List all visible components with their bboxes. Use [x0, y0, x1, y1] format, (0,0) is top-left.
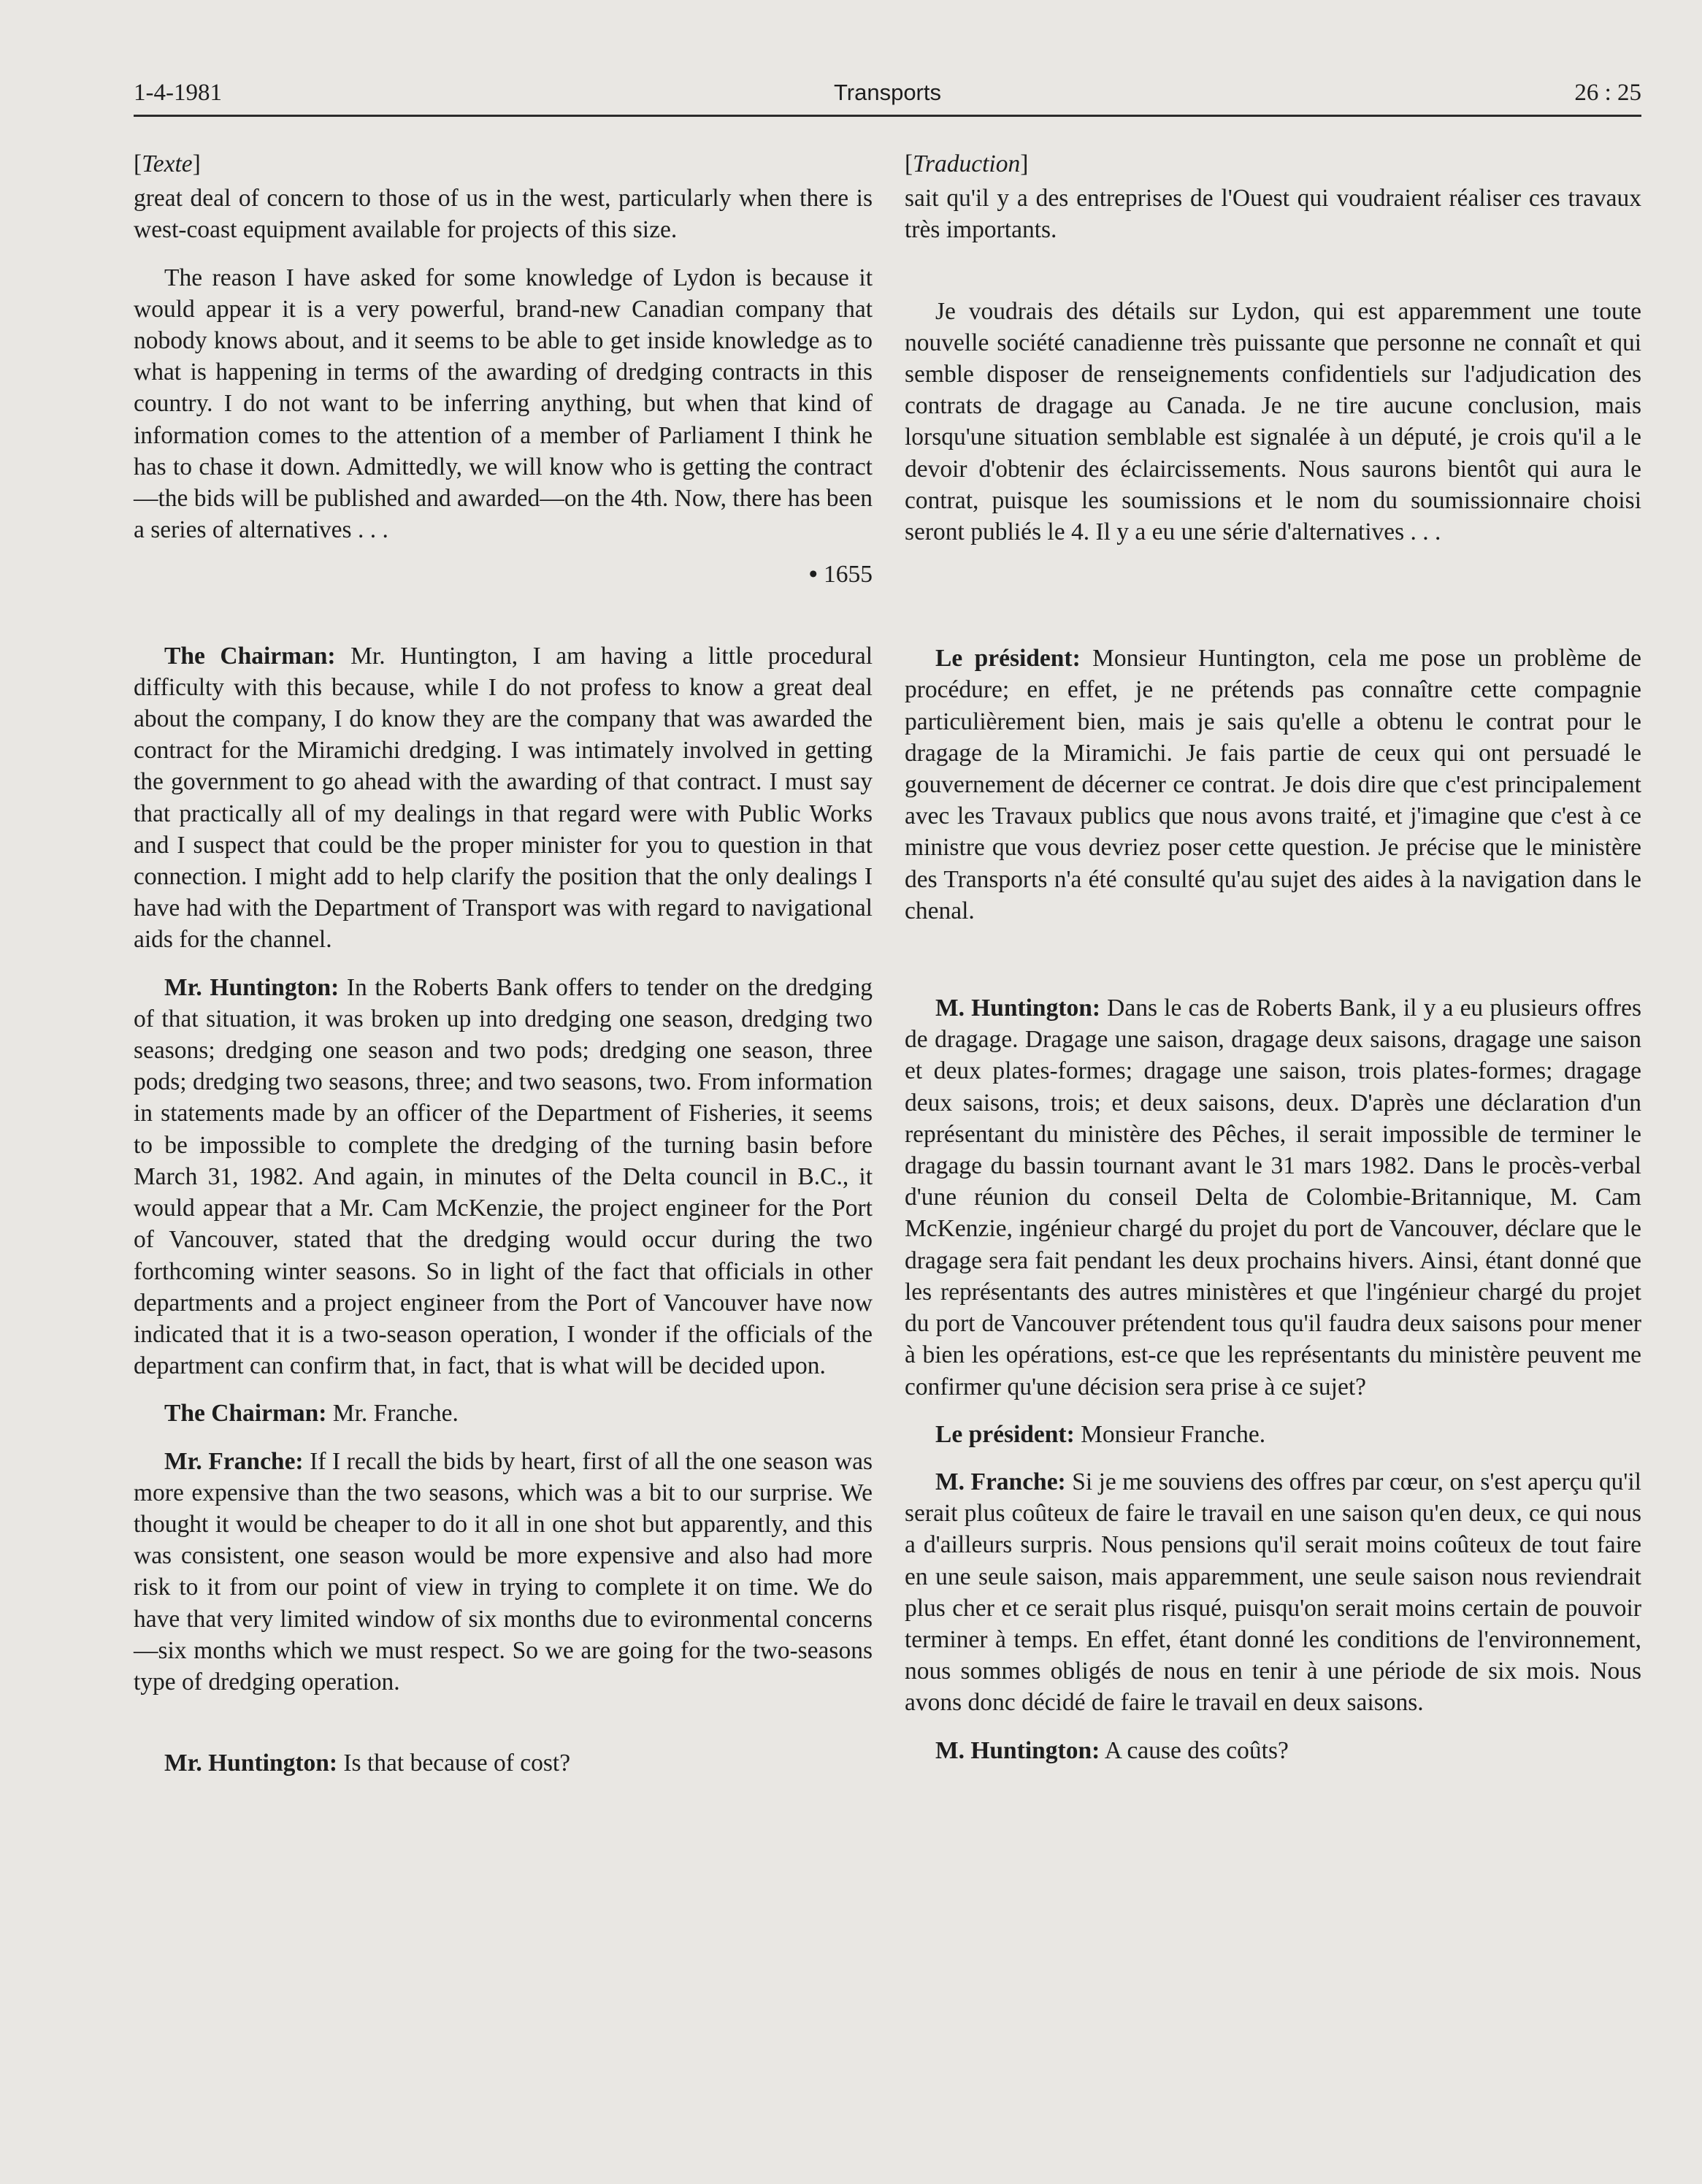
speaker-name: M. Huntington: — [935, 995, 1101, 1022]
speaker-name: Le président: — [935, 645, 1081, 673]
speech-text: Is that because of cost? — [337, 1750, 571, 1777]
speech — [134, 1747, 873, 1779]
speaker-name: M. Franche: — [935, 1468, 1066, 1495]
speech-text: Monsieur Franche. — [1074, 1420, 1266, 1448]
speech-text: Mr. Franche. — [326, 1400, 459, 1428]
header-page-number: 26 : 25 — [1574, 80, 1641, 106]
header-date: 1-4-1981 — [134, 80, 222, 106]
running-header — [134, 75, 1641, 117]
speech — [134, 972, 873, 1382]
speech — [905, 992, 1641, 1403]
speaker-name: The Chairman: — [164, 1400, 327, 1428]
speech — [134, 1398, 873, 1429]
speech — [905, 1419, 1641, 1450]
speech-text: Monsieur Huntington, cela me pose un problème de procédure; en effet, je ne prétends pas connaître cette compagnie particulièrement bien, mais je sais qu'elle a obtenu le contrat pour le dragage de la Miramichi. Je fais partie de ceux qui ont persuadé le gouvernement de décerner ce contrat. Je dois dire que c'est principalement avec les Travaux publics que nous avons traité, et j'imagine que c'est à ce ministre que vous devriez poser cette question. Je précise que le ministère des Transports n'a été consulté qu'au sujet des aides à la navigation dans le chenal. — [905, 645, 1641, 924]
speech — [134, 1446, 873, 1698]
speech-text: If I recall the bids by heart, first of all the one season was more expensive than the two seasons, which was a bit to our surprise. We thought it would be cheaper to do it all in one shot but apparently, and this was consistent, one season would be more expensive and also had more risk to it from our point of view in trying to complete it on time. We do have that very limited window of six months due to evironmental concerns—six months which we must respect. So we are going for the two-seasons type of dredging operation. — [134, 1447, 873, 1696]
speaker-name: Le président: — [935, 1420, 1075, 1448]
time-stamp: • 1655 — [808, 561, 873, 589]
speech-text: In the Roberts Bank offers to tender on the dredging of that situation, it was broken up into dredging one season, dredging two seasons; dredging one season and two pods; dredging one season, three pods; dredging two seasons, three; and two seasons, two. From information in statements made by an officer of the Department of Fisheries, it seems to be impossible to complete the dredging of the turning basin before March 31, 1982. And again, in minutes of the Delta council in B.C., it would appear that a Mr. Cam McKenzie, the project engineer for the Port of Vancouver, stated that the dredging would occur during the two forthcoming winter seasons. So in light of the fact that officials in other departments and a project engineer from the Port of Vancouver have now indicated that it is a two-season operation, I wonder if the officials of the department can confirm that, in fact, that is what will be decided upon. — [134, 973, 873, 1380]
translation-tag: [ Traduction ] — [905, 148, 1641, 180]
speech-text: A cause des coûts? — [1100, 1736, 1289, 1764]
speech — [134, 640, 873, 956]
speaker-name: Mr. Huntington: — [164, 973, 340, 1001]
english-column — [134, 148, 873, 1779]
speech — [905, 643, 1641, 927]
header-title: Transports — [833, 80, 941, 105]
paragraph: The reason I have asked for some knowledge of Lydon is because it would appear it is a very powerful, brand-new Canadian company that nobody knows about, and it seems to be able to get inside knowledge as to what is happening in terms of the awarding of dredging contracts in this country. I do not want to be inferring anything, but when that kind of information comes to the attention of a member of Parliament I think he has to chase it down. Admittedly, we will know who is getting the contract—the bids will be published and awarded—on the 4th. Now, there has been a series of alternatives . . . — [134, 264, 873, 544]
speaker-name: Mr. Huntington: — [164, 1750, 338, 1777]
speaker-name: The Chairman: — [164, 642, 336, 670]
paragraph: sait qu'il y a des entreprises de l'Ouest qui voudraient réaliser ces travaux très importants. — [905, 185, 1641, 244]
speech-text: Dans le cas de Roberts Bank, il y a eu plusieurs offres de dragage. Dragage une saison, dragage deux saisons, dragage une saison et deux plates-formes; dragage une saison, trois plates-formes; dragage deux saisons, trois; et deux saisons, deux. D'après une déclaration d'un représentant du ministère des Pêches, il serait impossible de terminer le dragage du bassin tournant avant le 31 mars 1982. Dans le procès-verbal d'une réunion du conseil Delta de Colombie-Britannique, M. Cam McKenzie, ingénieur chargé du projet du port de Vancouver, déclare que le dragage sera fait pendant les deux prochains hivers. Ainsi, étant donné que les représentants des autres ministères et que l'ingénieur chargé du projet du port de Vancouver prétendent tous qu'il faudra deux saisons pour mener à bien les opérations, est-ce que les représentants du ministère peuvent me confirmer qu'une décision sera prise à ce sujet? — [905, 995, 1641, 1401]
speech-text: Mr. Huntington, I am having a little procedural difficulty with this because, while I do not profess to know a great deal about the company, I do know they are the company that was awarded the contract for the Miramichi dredging. I was intimately involved in getting the government to go ahead with the awarding of that contract. I must say that practically all of my dealings in that regard were with Public Works and I suspect that could be the proper minister for you to question in that connection. I might add to help clarify the position that the only dealings I have had with the Department of Transport was with regard to navigational aids for the channel. — [134, 642, 873, 954]
text-tag: [ Texte ] — [134, 148, 873, 180]
time-stamp-value: 1655 — [824, 561, 873, 589]
paragraph: great deal of concern to those of us in the west, particularly when there is west-coast equipment available for projects of this size. — [134, 185, 873, 244]
speaker-name: M. Huntington: — [935, 1736, 1100, 1764]
paragraph: Je voudrais des détails sur Lydon, qui est apparemment une toute nouvelle société canadienne très puissante que personne ne connaît et qui semble disposer de renseignements confidentiels sur l'adjudication des contrats de dragage au Canada. Je ne tire aucune conclusion, mais lorsqu'une situation semblable est signalée à un député, je crois qu'il a le devoir d'obtenir des éclaircissements. Nous saurons bientôt qui aura le contrat, puisque les soumissions et le nom du soumissionnaire choisi seront publiés le 4. Il y a eu une série d'alternatives . . . — [905, 297, 1641, 546]
speech — [905, 1735, 1641, 1766]
french-column — [905, 148, 1641, 1766]
speech — [905, 1466, 1641, 1719]
speaker-name: Mr. Franche: — [164, 1447, 304, 1475]
speech-text: Si je me souviens des offres par cœur, on s'est aperçu qu'il serait plus coûteux de faire le travail en une saison qu'en deux, ce qui nous a d'ailleurs surpris. Nous pensions qu'il serait moins coûteux de tout faire en une seule saison, mais apparemment, une seule saison nous reviendrait plus cher et ce serait plus risqué, puisqu'on serait moins certain de pouvoir terminer à temps. En effet, étant donné les conditions de l'environnement, nous sommes obligés de nous en tenir à une période de six mois. Nous avons donc décidé de faire le travail en deux saisons. — [905, 1468, 1641, 1717]
